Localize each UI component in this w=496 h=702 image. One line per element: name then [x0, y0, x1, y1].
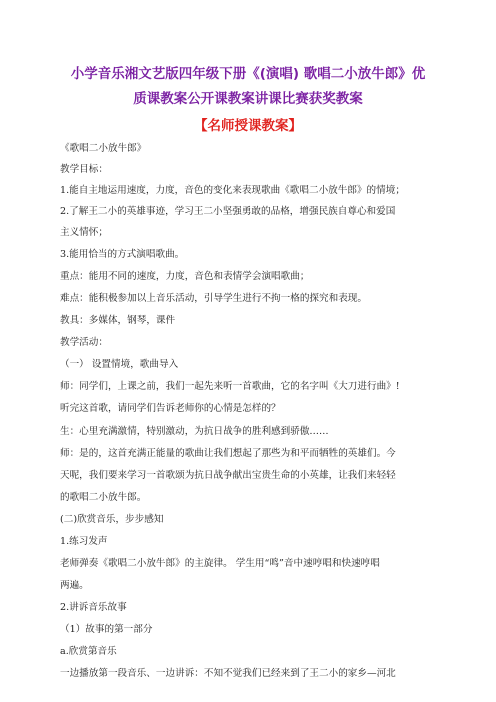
body-line: 的歌唱二小放牛郎。 — [60, 492, 147, 503]
body-line: 生：心里充满激情，特别激动，为抗日战争的胜利感到骄傲…… — [60, 426, 329, 437]
body-line: 两遍。 — [60, 580, 89, 591]
body-line: 教学活动： — [60, 337, 108, 348]
body-line: （1）故事的第一部分 — [60, 624, 153, 635]
body-line: 主义情怀； — [60, 227, 108, 238]
body-line: 听完这首歌，请同学们告诉老师你的心情是怎样的？ — [60, 403, 281, 414]
document-title-line1: 小学音乐湘文艺版四年级下册《(演唱) 歌唱二小放牛郎》优 — [70, 66, 426, 82]
body-line: 教具：多媒体，钢琴，课件 — [60, 315, 176, 326]
body-line: 师：同学们，上课之前，我们一起先来听一首歌曲，它的名字叫《大刀进行曲》! — [60, 381, 400, 392]
body-line: 1.练习发声 — [60, 536, 108, 547]
body-line: a.欣赏第音乐 — [60, 646, 117, 657]
body-line: 师：是的，这首充满正能量的歌曲让我们想起了那些为和平而牺牲的英雄们。今 — [60, 448, 396, 459]
body-line: (二)欣赏音乐，步步感知 — [60, 514, 164, 525]
body-line: （一） 设置情境，歌曲导入 — [60, 359, 179, 370]
document-title-line2: 质课教案公开课教案讲课比赛获奖教案 — [133, 91, 363, 107]
body-line: 难点：能积极参加以上音乐活动，引导学生进行不拘一格的探究和表现。 — [60, 293, 367, 304]
body-line: 2.了解王二小的英雄事迹，学习王二小坚强勇敢的品格，增强民族自尊心和爱国 — [60, 206, 396, 217]
body-line: 一边播放第一段音乐、一边讲诉：不知不觉我们已经来到了王二小的家乡—河北 — [60, 668, 396, 679]
body-line: 1.能自主地运用速度，力度，音色的变化来表现歌曲《歌唱二小放牛郎》的情境； — [60, 185, 405, 196]
body-line: 老师弹奏《歌唱二小放牛郎》的主旋律。 学生用“鸣”音中速哼唱和快速哼唱 — [60, 558, 380, 569]
body-line: 教学目标： — [60, 164, 108, 175]
body-line: 2.讲诉音乐故事 — [60, 602, 127, 613]
document-subtitle: 【名师授课教案】 — [194, 118, 302, 134]
body-line: 天呢，我们要来学习一首歌颂为抗日战争献出宝贵生命的小英雄，让我们来轻轻 — [60, 470, 396, 481]
body-line: 3.能用恰当的方式演唱歌曲。 — [60, 249, 185, 260]
body-line: 《歌唱二小放牛郎》 — [60, 143, 147, 154]
body-line: 重点：能用不同的速度，力度，音色和表情学会演唱歌曲； — [60, 271, 310, 282]
